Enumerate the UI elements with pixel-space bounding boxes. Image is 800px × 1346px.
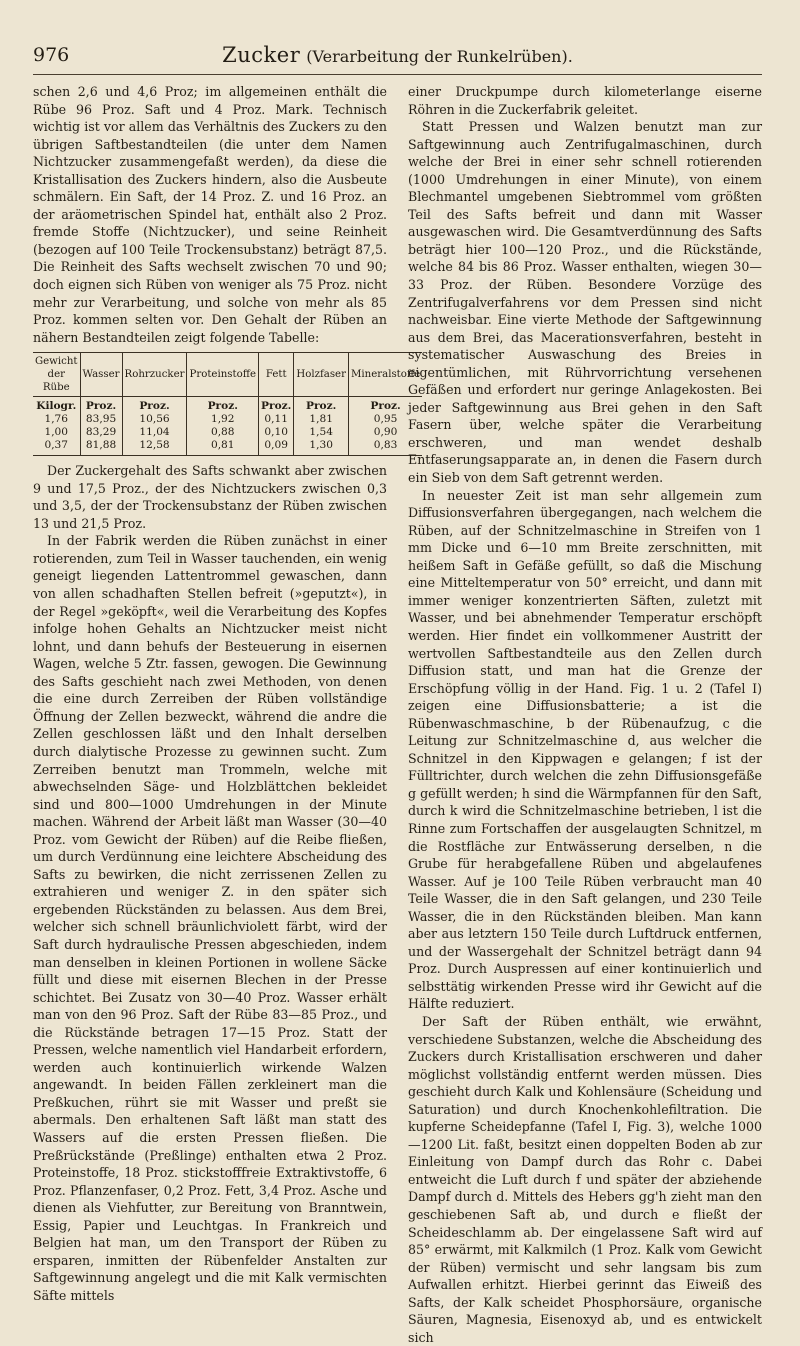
running-title-sub: (Verarbeitung der Runkelrüben). bbox=[306, 47, 573, 66]
table-cell: 83,29 bbox=[80, 426, 122, 439]
paragraph: Der Zuckergehalt des Safts schwankt aber zwischen 9 und 17,5 Proz., der des Nichtzuckers zwischen 0,3 und 3,5, der der Trockensubstanz der Rüben zwischen 13 und 21,5 Proz. bbox=[33, 463, 387, 531]
paragraph: einer Druckpumpe durch kilometerlange eiserne Röhren in die Zuckerfabrik geleitet. bbox=[408, 84, 762, 117]
table-cell: 11,04 bbox=[122, 426, 187, 439]
page-header bbox=[33, 40, 762, 75]
paragraph: In der Fabrik werden die Rüben zunächst in einer rotierenden, zum Teil in Wasser tauchenden, ein wenig geneigt liegenden Lattentrommel gewaschen, dann von allen schadhaften Stellen befreit (»geputzt«), in der Regel »geköpft«, weil die Verarbeitung des Kopfes infolge hohen Gehalts an Nichtzucker meist nicht lohnt, und dann behufs der Besteuerung in eisernen Wagen, welche 5 Ztr. fassen, gewogen. Die Gewinnung des Safts geschieht nach zwei Methoden, von denen die eine durch Zerreiben der Rüben vollständige Öffnung der Zellen bezweckt, während die andre die Zellen geschlossen läßt und den Inhalt derselben durch dialytische Prozesse zu gewinnen sucht. Zum Zerreiben benutzt man Trommeln, welche mit abwechselnden Säge- und Holzblättchen bekleidet sind und 800—1000 Umdrehungen in der Minute machen. Während der Arbeit läßt man Wasser (30—40 Proz. vom Gewicht der Rüben) auf die Reibe fließen, um durch Verdünnung eine leichtere Abscheidung des Safts zu bewirken, die nicht zerrissenen Zellen zu extrahieren und weniger Z. in den später sich ergebenden Rückständen zu belassen. Aus dem Brei, welcher sich schnell bräunlichviolett färbt, wird der Saft durch hydraulische Pressen abgeschieden, indem man denselben in kleinen Portionen in wollene Säcke füllt und diese mit eisernen Blechen in der Presse schichtet. Bei Zusatz von 30—40 Proz. Wasser erhält man von den 96 Proz. Saft der Rübe 83—85 Proz., und die Rückstände betragen 17—15 Proz. Statt der Pressen, welche namentlich viel Handarbeit erfordern, werden auch kontinuierlich wirkende Walzen angewandt. In beiden Fällen zerkleinert man die Preßkuchen, rührt sie mit Wasser und preßt sie abermals. Den erhaltenen Saft läßt man statt des Wassers auf die ersten Pressen fließen. Die Preßrückstände (Preßlinge) enthalten etwa 2 Proz. Proteinstoffe, 18 Proz. stickstofffreie Extraktivstoffe, 6 Proz. Pflanzenfaser, 0,2 Proz. Fett, 3,4 Proz. Asche und dienen als Viehfutter, zur Bereitung von Branntwein, Essig, Papier und Leuchtgas. In Frankreich und Belgien hat man, um den Transport der Rüben zu ersparen, inmitten der Rübenfelder Anstalten zur Saftgewinnung angelegt und die mit Kalk vermischten Säfte mittels bbox=[33, 533, 387, 1303]
column-header: Fett bbox=[259, 353, 294, 397]
left-column bbox=[33, 83, 421, 1346]
running-title bbox=[33, 43, 762, 67]
paragraph: schen 2,6 und 4,6 Proz; im allgemeinen enthält die Rübe 96 Proz. Saft und 4 Proz. Mark. Technisch wichtig ist vor allem das Verhältnis des Zuckers zu den übrigen Saftbestandteilen (die unter dem Namen Nichtzucker zusammengefaßt werden), da diese die Kristallisation des Zuckers hindern, also die Ausbeute schmälern. Ein Saft, der 14 Proz. Z. und 16 Proz. an der aräometrischen Spindel hat, enthält also 2 Proz. fremde Stoffe (Nichtzucker), und seine Reinheit (bezogen auf 100 Teile Trockensubstanz) beträgt 87,5. Die Reinheit des Safts wechselt zwischen 70 und 90; doch eignen sich Rüben von weniger als 75 Proz. nicht mehr zur Verarbeitung, und solche von mehr als 85 Proz. kommen selten vor. Den Gehalt der Rüben an nähern Bestandteilen zeigt folgende Tabelle: bbox=[33, 84, 387, 345]
table-cell: 1,00 bbox=[44, 426, 69, 439]
paragraph: In neuester Zeit ist man sehr allgemein zum Diffusionsverfahren übergegangen, nach welchem die Rüben, auf der Schnitzelmaschine in Streifen von 1 mm Dicke und 6—10 mm Breite zerschnitten, mit heißem Saft in Gefäße gefüllt, so daß die Mischung eine Mitteltemperatur von 50° erreicht, und dann mit immer weniger konzentrierten Säften, zuletzt mit Wasser, und bei abnehmender Temperatur erschöpft werden. Hier findet ein vollkommener Austritt der wertvollen Saftbestandteile aus den Zellen durch Diffusion statt, und man hat die Grenze der Erschöpfung völlig in der Hand. Fig. 1 u. 2 (Tafel I) zeigen eine Diffusionsbatterie; a ist die Rübenwaschmaschine, b der Rübenaufzug, c die Leitung zur Schnitzelmaschine d, aus welcher die Schnitzel in den Kippwagen e gelangen; f ist der Fülltrichter, durch welchen die zehn Diffusionsgefäße g gefüllt werden; h sind die Wärmpfannen für den Saft, durch k wird die Schnitzelmaschine betrieben, l ist die Rinne zum Fortschaffen der ausgelaugten Schnitzel, m die Rostfläche zur Entwässerung derselben, n die Grube für herabgefallene Rüben und abgelaufenes Wasser. Auf je 100 Teile Rüben verbraucht man 40 Teile Wasser, die in den Saft gelangen, und 230 Teile Wasser, die in den Rückständen bleiben. Man kann aber aus letztern 150 Teile durch Luftdruck entfernen, und der Wassergehalt der Schnitzel beträgt dann 94 Proz. Durch Auspressen auf einer kontinuierlich und selbsttätig wirkenden Presse wird ihr Gewicht auf die Hälfte reduziert. bbox=[408, 487, 762, 1012]
table-cell: 0,37 bbox=[33, 439, 80, 456]
paragraph: Der Saft der Rüben enthält, wie erwähnt, verschiedene Substanzen, welche die Abscheidung des Zuckers durch Kristallisation erschweren und daher möglichst vollständig entfernt werden müssen. Dies geschieht durch Kalk und Kohlensäure (Scheidung und Saturation) und durch Knochenkohlefiltration. Die kupferne Scheidepfanne (Tafel I, Fig. 3), welche 1000—1200 Lit. faßt, besitzt einen doppelten Boden ab zur Einleitung von Dampf durch das Rohr c. Dabei entweicht die Luft durch f und später der abziehende Dampf durch d. Mittels des Hebers gg'h zieht man den geschiebenen Saft ab, und durch e fließt der Scheideschlamm ab. Der eingelassene Saft wird auf 85° erwärmt, mit Kalkmilch (1 Proz. Kalk vom Gewicht der Rüben) vermischt und sehr langsam bis zum Aufwallen erhitzt. Hierbei gerinnt das Eiweiß des Safts, der Kalk scheidet Phosphorsäure, organische Säuren, Magnesia, Eisenoxyd ab, und es entwickelt sich bbox=[408, 1013, 762, 1345]
unit-cell: Proz. bbox=[294, 397, 349, 414]
column-header: Wasser bbox=[80, 353, 122, 397]
table-cell: 83,95 bbox=[80, 413, 122, 426]
table-header-row bbox=[33, 353, 422, 397]
running-title-main: Zucker bbox=[222, 43, 301, 67]
column-header: Rohrzucker bbox=[122, 353, 187, 397]
column-header: Mineralstoffe bbox=[348, 353, 422, 397]
table-cell: 0,95 bbox=[348, 413, 422, 426]
table-units-row bbox=[33, 397, 422, 414]
beet-composition-table bbox=[33, 352, 422, 456]
table-row bbox=[33, 413, 422, 426]
table-cell: 0,09 bbox=[259, 439, 294, 456]
right-column bbox=[408, 83, 762, 1346]
table-cell: 1,54 bbox=[294, 426, 349, 439]
unit-cell: Proz. bbox=[80, 397, 122, 414]
table-cell: 0,10 bbox=[259, 426, 294, 439]
column-header: Gewicht der Rübe bbox=[33, 353, 80, 397]
table-cell: 0,90 bbox=[348, 426, 422, 439]
unit-cell: Proz. bbox=[187, 397, 259, 414]
text-columns bbox=[33, 83, 762, 1346]
table-cell: 0,81 bbox=[187, 439, 259, 456]
table-cell: 81,88 bbox=[80, 439, 122, 456]
table-cell: 1,76 bbox=[44, 413, 69, 426]
paragraph: Statt Pressen und Walzen benutzt man zur Saftgewinnung auch Zentrifugalmaschinen, durch welche der Brei in einer sehr schnell rotierenden (1000 Umdrehungen in einer Minute), von einem Blechmantel umgebenen Siebtrommel vom größten Teil des Safts befreit und dann mit Wasser ausgewaschen wird. Die Gesamtverdünnung des Safts beträgt hier 100—120 Proz., und die Rückstände, welche 84 bis 86 Proz. Wasser enthalten, wiegen 30—33 Proz. der Rüben. Besondere Vorzüge des Zentrifugalverfahrens vor dem Pressen sind nicht nachweisbar. Eine vierte Methode der Saftgewinnung aus dem Brei, das Macerationsverfahren, besteht in systematischer Auswaschung des Breies in eigentümlichen, mit Rührvorrichtung versehenen Gefäßen und erfordert nur geringe Anlagekosten. Bei jeder Saftgewinnung aus Brei gehen in den Saft Fasern über, welche später die Verarbeitung erschweren, und man wendet deshalb Entfaserungsapparate an, in denen die Fasern durch ein Sieb von dem Saft getrennt werden. bbox=[408, 119, 762, 486]
unit-cell: Proz. bbox=[259, 397, 294, 414]
table-row bbox=[33, 439, 422, 456]
column-header: Holzfaser bbox=[294, 353, 349, 397]
unit-cell: Proz. bbox=[348, 397, 422, 414]
table-cell: 0,11 bbox=[259, 413, 294, 426]
table-cell: 1,81 bbox=[294, 413, 349, 426]
column-header: Proteinstoffe bbox=[187, 353, 259, 397]
table-cell: 1,30 bbox=[294, 439, 349, 456]
table-cell: 10,56 bbox=[122, 413, 187, 426]
table-cell: 1,92 bbox=[187, 413, 259, 426]
page-number: 976 bbox=[33, 44, 70, 66]
table-row bbox=[33, 426, 422, 439]
table-cell: 0,83 bbox=[348, 439, 422, 456]
table-cell: 0,88 bbox=[187, 426, 259, 439]
unit-cell: Kilogr. bbox=[36, 400, 77, 413]
unit-cell: Proz. bbox=[122, 397, 187, 414]
table-cell: 12,58 bbox=[122, 439, 187, 456]
